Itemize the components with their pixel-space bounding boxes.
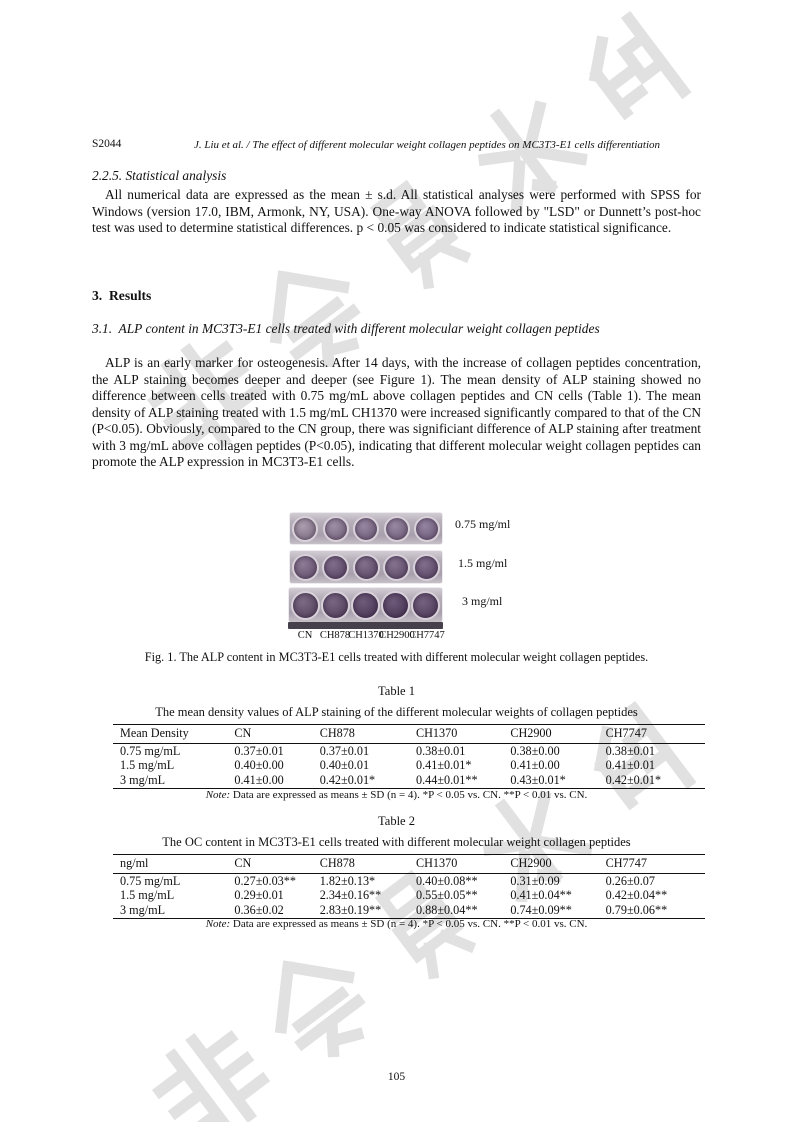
cell: 0.38±0.01 [605,743,655,758]
cell: 0.43±0.01* [510,773,566,788]
table-row [113,773,705,788]
plate-strip-shadow [288,622,443,629]
well-ch7747 [411,591,440,620]
figure-column-label-ch7747: CH7747 [409,630,445,641]
well-ch7747 [413,554,440,581]
table1-caption: The mean density values of ALP staining of the different molecular weights of collagen peptides [155,705,638,719]
cell: 0.26±0.07 [605,873,655,888]
table2 [113,854,705,919]
cell: 0.75 mg/mL [120,873,181,888]
table1 [113,724,705,789]
note-body: Data are expressed as means ± SD (n = 4). *P < 0.05 vs. CN. **P < 0.01 vs. CN. [232,918,588,930]
cell: 0.55±0.05** [416,888,478,903]
cell: 1.5 mg/mL [120,758,175,773]
cell: 3 mg/mL [120,773,166,788]
cell: 0.42±0.01* [319,773,376,788]
figure-row-label-0.75: 0.75 mg/ml [455,517,511,531]
figure-column-label-ch878: CH878 [319,630,351,641]
column-header: Mean Density [113,725,234,744]
page-number: 105 [387,1071,406,1083]
figure-column-label-cn: CN [297,630,313,641]
cell: 0.36±0.02 [234,903,284,918]
column-header: CN [234,855,319,874]
cell: 3 mg/mL [120,903,166,918]
cell: 2.34±0.16** [319,888,382,903]
note-body: Data are expressed as means ± SD (n = 4). *P < 0.05 vs. CN. **P < 0.01 vs. CN. [232,789,588,801]
column-header: CH1370 [416,855,510,874]
table2-label: Table 2 [378,814,415,828]
note-label: Note: [205,918,231,930]
cell: 0.37±0.01 [234,743,284,758]
cell: 0.75 mg/mL [120,743,181,758]
cell: 0.31±0.09 [510,873,560,888]
section-heading-statistical-analysis: 2.2.5. Statistical analysis [92,168,227,183]
cell: 0.29±0.01 [234,888,284,903]
cell: 0.88±0.04** [416,903,478,918]
well-ch1370 [351,591,380,620]
well-row [289,588,442,622]
section-heading-results: 3. Results [92,288,152,303]
column-header: CH1370 [416,725,510,744]
well-ch2900 [384,516,410,542]
plate-strip-1.5mgml [290,551,442,583]
well-row [290,551,442,583]
table2-note [92,918,701,930]
well-ch1370 [353,516,379,542]
plate-strip-0.75mgml [290,513,442,544]
note-label: Note: [205,789,231,801]
column-header: CH878 [320,725,416,744]
article-id: S2044 [92,138,122,150]
figure-column-label-ch2900: CH2900 [379,630,415,641]
cell: 0.44±0.01** [416,773,478,788]
figure-column-label-ch1370: CH1370 [348,630,384,641]
column-header: CN [234,725,319,744]
cell: 0.41±0.01* [416,758,472,773]
cell: 1.82±0.13* [319,873,376,888]
table-header-row [113,855,705,874]
cell: 0.41±0.04** [510,888,572,903]
cell: 0.74±0.09** [510,903,572,918]
well-ch1370 [353,554,380,581]
column-header: CH2900 [510,855,605,874]
cell: 0.41±0.00 [234,773,284,788]
table-row [113,758,705,773]
table-row [113,873,705,888]
well-ch2900 [383,554,410,581]
well-cn [292,554,319,581]
cell: 1.5 mg/mL [120,888,175,903]
section-heading-alp-content: 3.1. ALP content in MC3T3-E1 cells treated with different molecular weight collagen peptides [92,321,600,336]
plate-strip-3mgml [289,588,442,622]
cell: 0.38±0.00 [510,743,560,758]
table-header-row [113,725,705,744]
well-cn [291,591,320,620]
figure-caption: Fig. 1. The ALP content in MC3T3-E1 cells treated with different molecular weight collagen peptides. [144,650,649,664]
well-cn [292,516,318,542]
cell: 0.27±0.03** [234,873,296,888]
column-header: ng/ml [113,855,234,874]
well-row [290,513,442,544]
well-ch2900 [381,591,410,620]
table-row [113,743,705,758]
running-title: J. Liu et al. / The effect of different molecular weight collagen peptides on MC3T3-E1 cells differentiation [194,139,660,151]
figure-row-label-1.5: 1.5 mg/ml [458,556,508,570]
column-header: CH878 [320,855,416,874]
well-ch878 [323,516,349,542]
column-header: CH7747 [606,855,705,874]
cell: 2.83±0.19** [319,903,382,918]
cell: 0.40±0.00 [234,758,284,773]
cell: 0.42±0.01* [605,773,662,788]
figure-row-label-3: 3 mg/ml [462,594,503,608]
well-ch7747 [414,516,440,542]
table1-label: Table 1 [378,684,415,698]
cell: 0.79±0.06** [605,903,668,918]
table-row [113,888,705,903]
cell: 0.37±0.01 [319,743,370,758]
well-ch878 [321,591,350,620]
cell: 0.40±0.01 [319,758,370,773]
paragraph-statistical-analysis: All numerical data are expressed as the mean ± s.d. All statistical analyses were performed with SPSS for Windows (version 17.0, IBM, Armonk, NY, USA). One-way ANOVA followed by "LSD" or Dunnett’s post-hoc test was used to determine statistical differences. p < 0.05 was considered to indicate statistical significance. [92,187,701,235]
column-header: CH7747 [606,725,705,744]
cell: 0.42±0.04** [605,888,668,903]
cell: 0.38±0.01 [416,743,466,758]
paragraph-alp-content: ALP is an early marker for osteogenesis. After 14 days, with the increase of collagen peptides concentration, the ALP staining becomes deeper and deeper (see Figure 1). The mean density of ALP staining showed no difference between cells treated with 0.75 mg/mL above collagen peptides and CN cells (Table 1). The mean density of ALP staining treated with 1.5 mg/mL CH1370 were increased significantly compared to that of the CN (P<0.05). Obviously, compared to the CN group, there was significiant difference of ALP staining after treatment with 3 mg/mL above collagen peptides (P<0.05), indicating that different molecular weight collagen peptides can promote the ALP expression in MC3T3-E1 cells. [92,355,701,469]
table2-caption: The OC content in MC3T3-E1 cells treated with different molecular weight collagen peptides [162,835,631,849]
column-header: CH2900 [510,725,605,744]
well-ch878 [322,554,349,581]
cell: 0.40±0.08** [416,873,478,888]
cell: 0.41±0.01 [605,758,655,773]
table-row [113,903,705,918]
table1-note [92,789,701,801]
cell: 0.41±0.00 [510,758,560,773]
